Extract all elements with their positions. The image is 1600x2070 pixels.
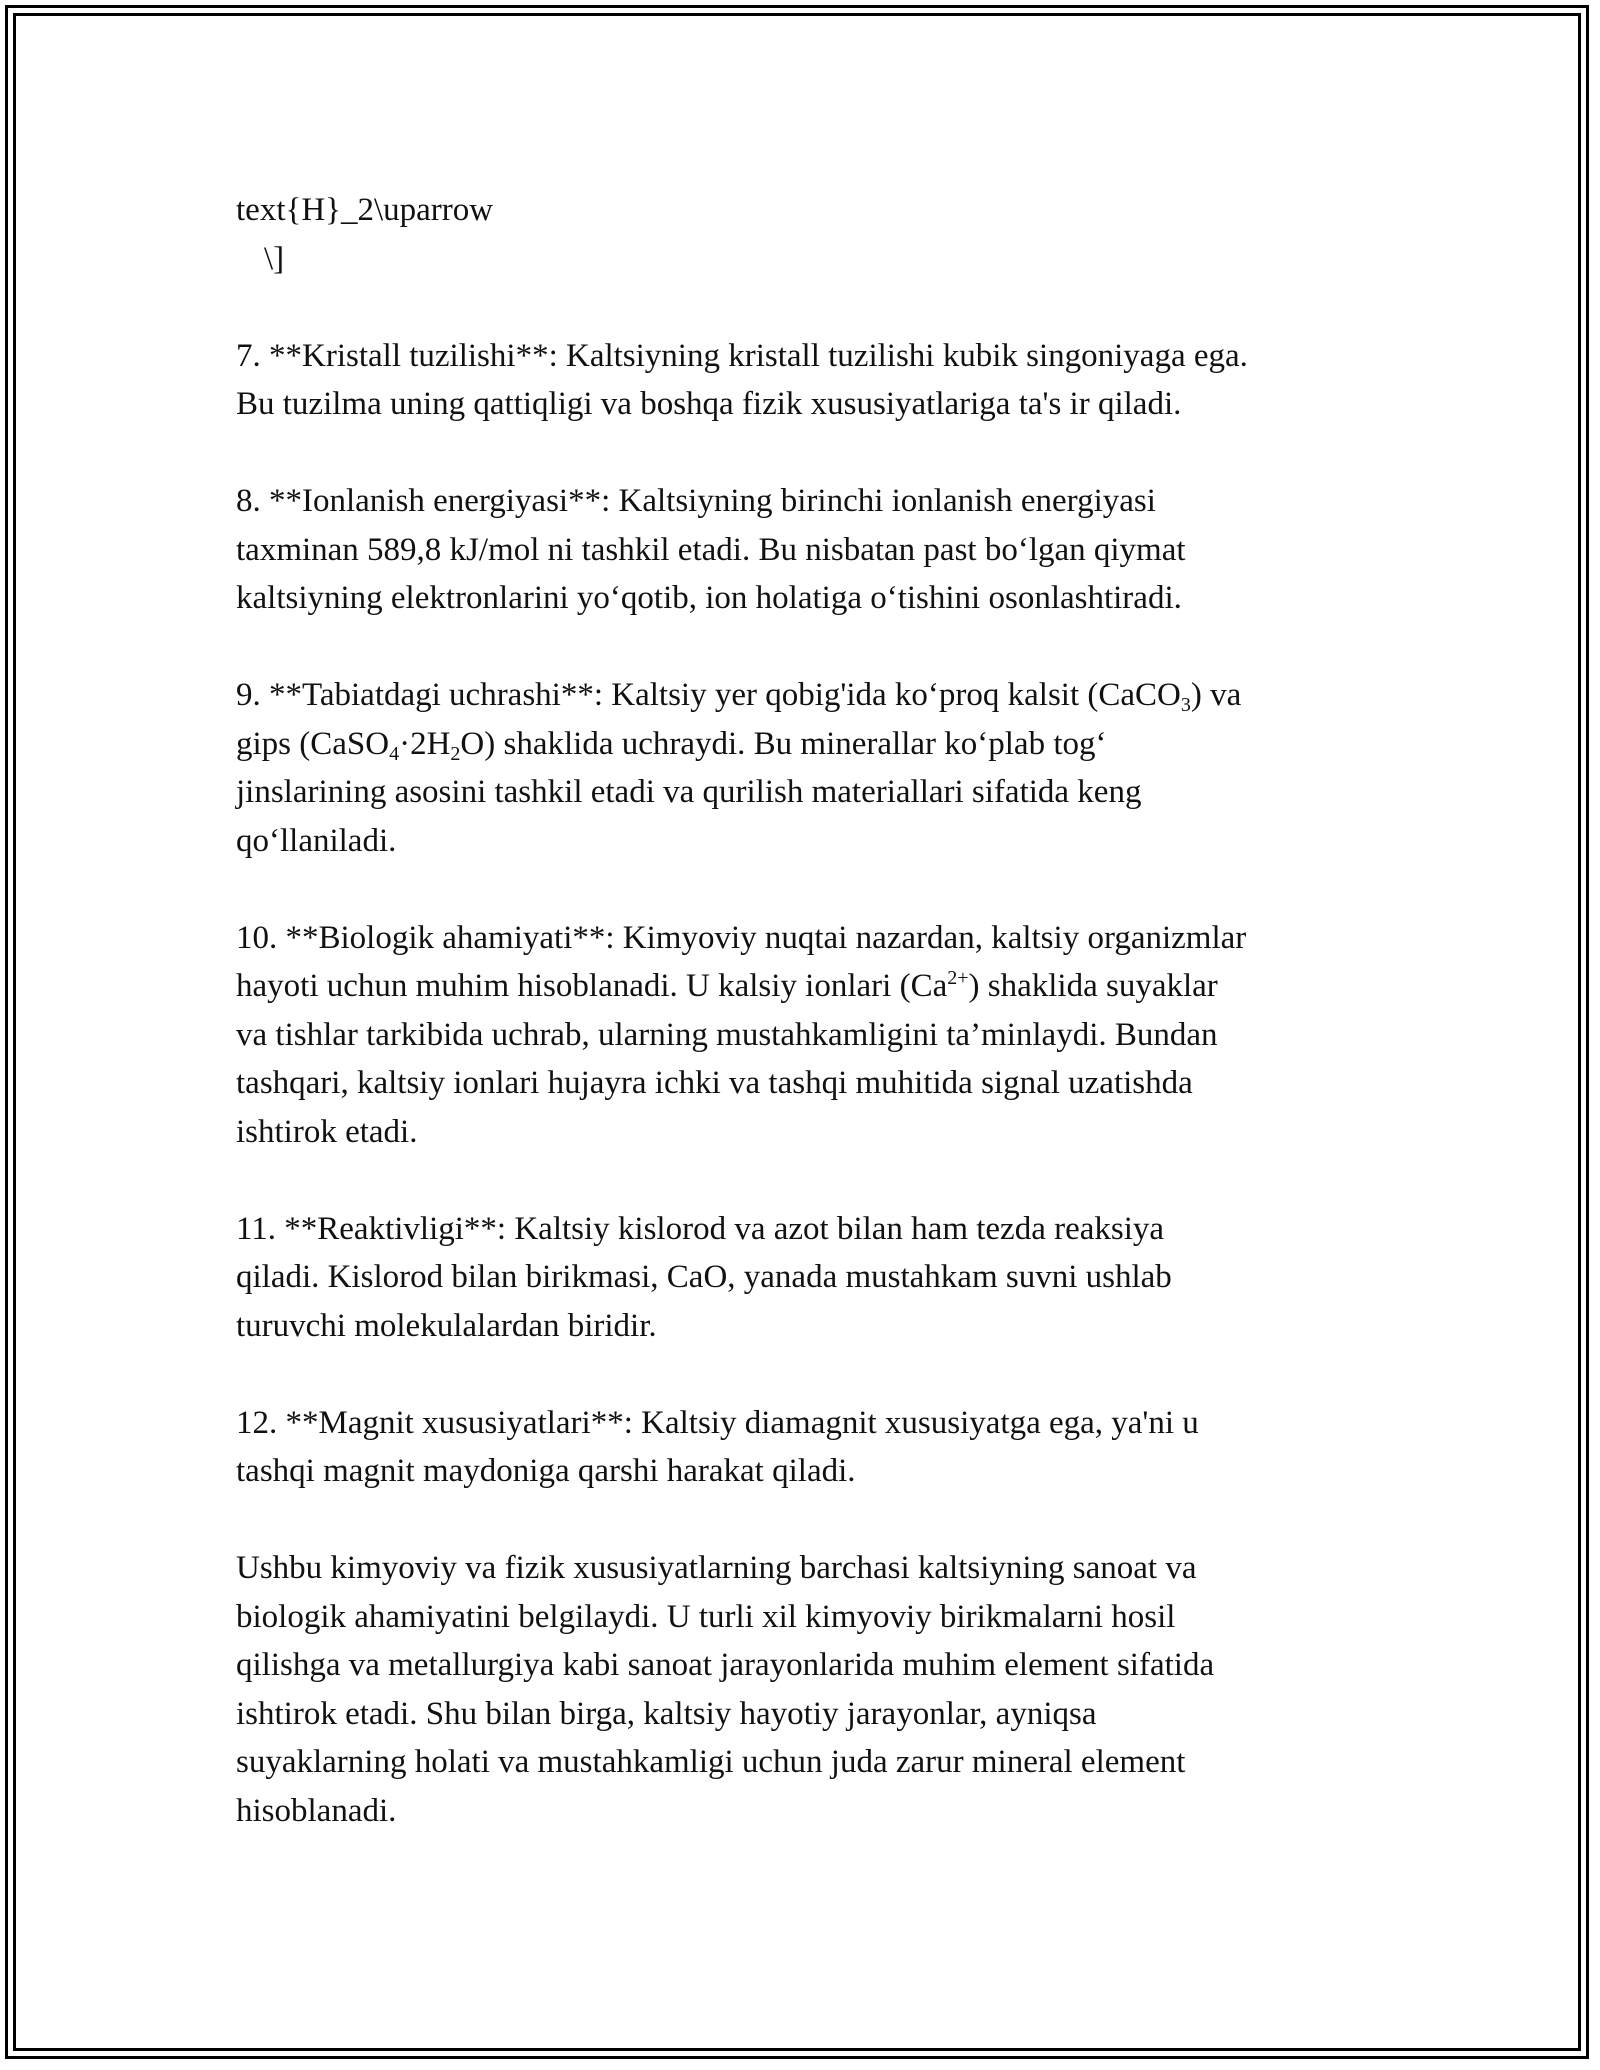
fragment-line: text{H}_2\uparrow <box>236 192 494 228</box>
list-item-11 <box>236 1205 1376 1351</box>
text-line: 10. **Biologik ahamiyati**: Kimyoviy nuqtai nazardan, kaltsiy organizmlar <box>236 919 1247 956</box>
text-line: jinslarining asosini tashkil etadi va qurilish materiallari sifatida keng <box>236 774 1142 810</box>
text-line: ishtirok etadi. Shu bilan birga, kaltsiy hayotiy jarayonlar, ayniqsa <box>236 1695 1097 1732</box>
text-run: gips (CaSO <box>236 725 390 762</box>
text-line: va tishlar tarkibida uchrab, ularning mustahkamligini ta’minlaydi. Bundan <box>236 1016 1218 1053</box>
text-run: O) shaklida uchraydi. Bu minerallar ko‘plab tog‘ <box>460 725 1107 762</box>
text-line: taxminan 589,8 kJ/mol ni tashkil etadi. Bu nisbatan past bo‘lgan qiymat <box>236 531 1186 568</box>
list-item-12 <box>236 1399 1376 1496</box>
list-item-10 <box>236 914 1376 1157</box>
text-line: 7. **Kristall tuzilishi**: Kaltsiyning kristall tuzilishi kubik singoniyaga ega. <box>236 337 1248 374</box>
text-line: turuvchi molekulalardan biridir. <box>236 1307 657 1344</box>
text-run: ·2H <box>399 725 451 762</box>
fragment-line: \] <box>264 240 285 277</box>
subscript: 3 <box>1180 694 1191 716</box>
text-line: qo‘llaniladi. <box>236 822 397 859</box>
latex-fragment <box>236 186 1376 283</box>
text-line: ishtirok etadi. <box>236 1113 418 1150</box>
text-line: 8. **Ionlanish energiyasi**: Kaltsiyning birinchi ionlanish energiyasi <box>236 483 1156 519</box>
text-line: hisoblanadi. <box>236 1792 397 1829</box>
list-item-7 <box>236 332 1376 429</box>
subscript: 2 <box>450 742 461 765</box>
text-line: qilishga va metallurgiya kabi sanoat jarayonlarida muhim element sifatida <box>236 1647 1215 1683</box>
text-run: ) shaklida suyaklar <box>968 968 1218 1004</box>
document-body <box>236 186 1376 1884</box>
text-line: tashqi magnit maydoniga qarshi harakat qiladi. <box>236 1453 856 1489</box>
text-run: ) va <box>1190 677 1242 713</box>
list-item-8 <box>236 477 1376 623</box>
text-line: suyaklarning holati va mustahkamligi uchun juda zarur mineral element <box>236 1744 1186 1780</box>
text-run: 9. **Tabiatdagi uchrashi**: Kaltsiy yer qobig'ida ko‘proq kalsit (CaCO <box>236 677 1181 713</box>
list-item-9 <box>236 671 1376 865</box>
text-line <box>236 671 1376 720</box>
text-line: kaltsiyning elektronlarini yo‘qotib, ion holatiga o‘tishini osonlashtiradi. <box>236 580 1182 616</box>
text-line: qiladi. Kislorod bilan birikmasi, CaO, yanada mustahkam suvni ushlab <box>236 1259 1172 1295</box>
superscript: 2+ <box>947 967 969 989</box>
text-line: Ushbu kimyoviy va fizik xususiyatlarning barchasi kaltsiyning sanoat va <box>236 1550 1197 1586</box>
conclusion-paragraph <box>236 1544 1376 1835</box>
text-run: hayoti uchun muhim hisoblanadi. U kalsiy ionlari (Ca <box>236 968 948 1004</box>
text-line: 11. **Reaktivligi**: Kaltsiy kislorod va azot bilan ham tezda reaksiya <box>236 1210 1165 1247</box>
text-line <box>236 962 1376 1011</box>
text-line: Bu tuzilma uning qattiqligi va boshqa fizik xususiyatlariga ta's ir qiladi. <box>236 386 1182 422</box>
subscript: 4 <box>389 742 400 765</box>
text-line: 12. **Magnit xususiyatlari**: Kaltsiy diamagnit xususiyatga ega, ya'ni u <box>236 1404 1199 1441</box>
text-line <box>236 720 1376 769</box>
text-line: biologik ahamiyatini belgilaydi. U turli xil kimyoviy birikmalarni hosil <box>236 1598 1176 1635</box>
text-line: tashqari, kaltsiy ionlari hujayra ichki va tashqi muhitida signal uzatishda <box>236 1065 1193 1101</box>
